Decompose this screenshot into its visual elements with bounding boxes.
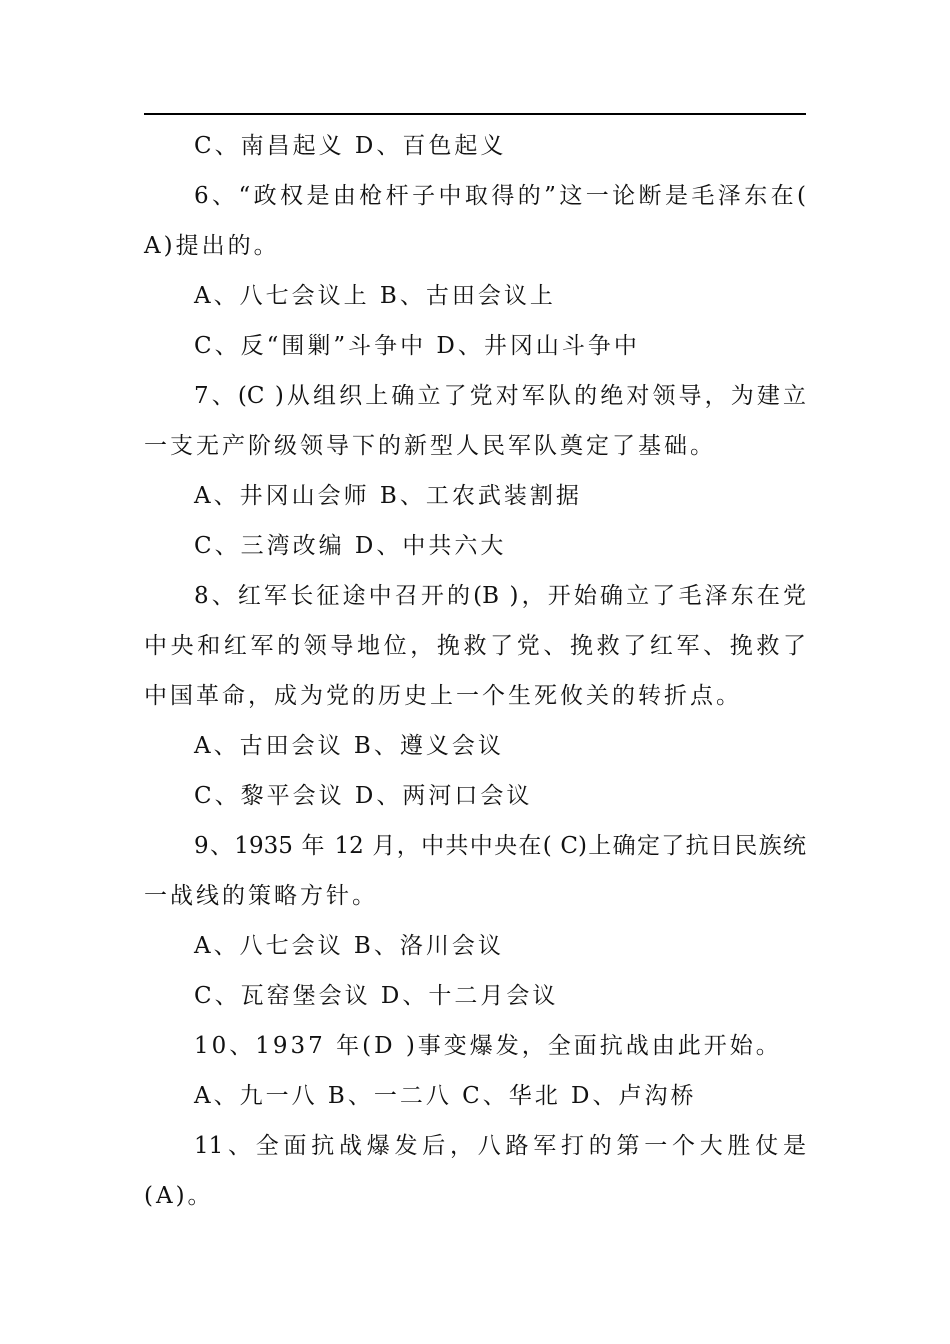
text-line-q8-stem-cont: 中央和红军的领导地位，挽救了党、挽救了红军、挽救了	[144, 633, 806, 659]
text-line-q6-stem-cont: A)提出的。	[144, 233, 280, 259]
text-line-q10-stem: 10、1937 年(D )事变爆发，全面抗战由此开始。	[194, 1033, 782, 1059]
text-line-q8-stem-end: 中国革命，成为党的历史上一个生死攸关的转折点。	[144, 683, 742, 709]
text-line-q9-stem: 9、1935 年 12 月，中共中央在( C)上确定了抗日民族统	[194, 833, 806, 859]
text-line-q8-options-ab: A、古田会议 B、遵义会议	[194, 733, 504, 759]
text-line-q10-options: A、九一八 B、一二八 C、华北 D、卢沟桥	[194, 1083, 697, 1109]
text-line-q8-options-cd: C、黎平会议 D、两河口会议	[194, 783, 533, 809]
text-line-q7-stem-cont: 一支无产阶级领导下的新型人民军队奠定了基础。	[144, 433, 716, 459]
text-line-q11-stem-cont: (A)。	[144, 1183, 214, 1209]
text-line-q11-stem: 11、全面抗战爆发后，八路军打的第一个大胜仗是	[194, 1133, 806, 1159]
text-line-q7-options-cd: C、三湾改编 D、中共六大	[194, 533, 507, 559]
text-line-q8-stem: 8、红军长征途中召开的(B )，开始确立了毛泽东在党	[194, 583, 806, 609]
text-line-q9-options-cd: C、瓦窑堡会议 D、十二月会议	[194, 983, 559, 1009]
text-line-q6-options-ab: A、八七会议上 B、古田会议上	[194, 283, 556, 309]
text-line-q7-options-ab: A、井冈山会师 B、工农武装割据	[194, 483, 582, 509]
text-line-q9-options-ab: A、八七会议 B、洛川会议	[194, 933, 504, 959]
text-line-q6-options-cd: C、反“围剿”斗争中 D、井冈山斗争中	[194, 333, 640, 359]
document-body	[144, 121, 806, 1221]
header-rule	[144, 113, 806, 115]
text-line-q9-stem-cont: 一战线的策略方针。	[144, 883, 378, 909]
text-line-q7-stem: 7、(C )从组织上确立了党对军队的绝对领导，为建立	[194, 383, 806, 409]
text-line-q6-stem: 6、“政权是由枪杆子中取得的”这一论断是毛泽东在(	[194, 183, 806, 209]
text-line-q5-options-cd: C、南昌起义 D、百色起义	[194, 133, 507, 159]
